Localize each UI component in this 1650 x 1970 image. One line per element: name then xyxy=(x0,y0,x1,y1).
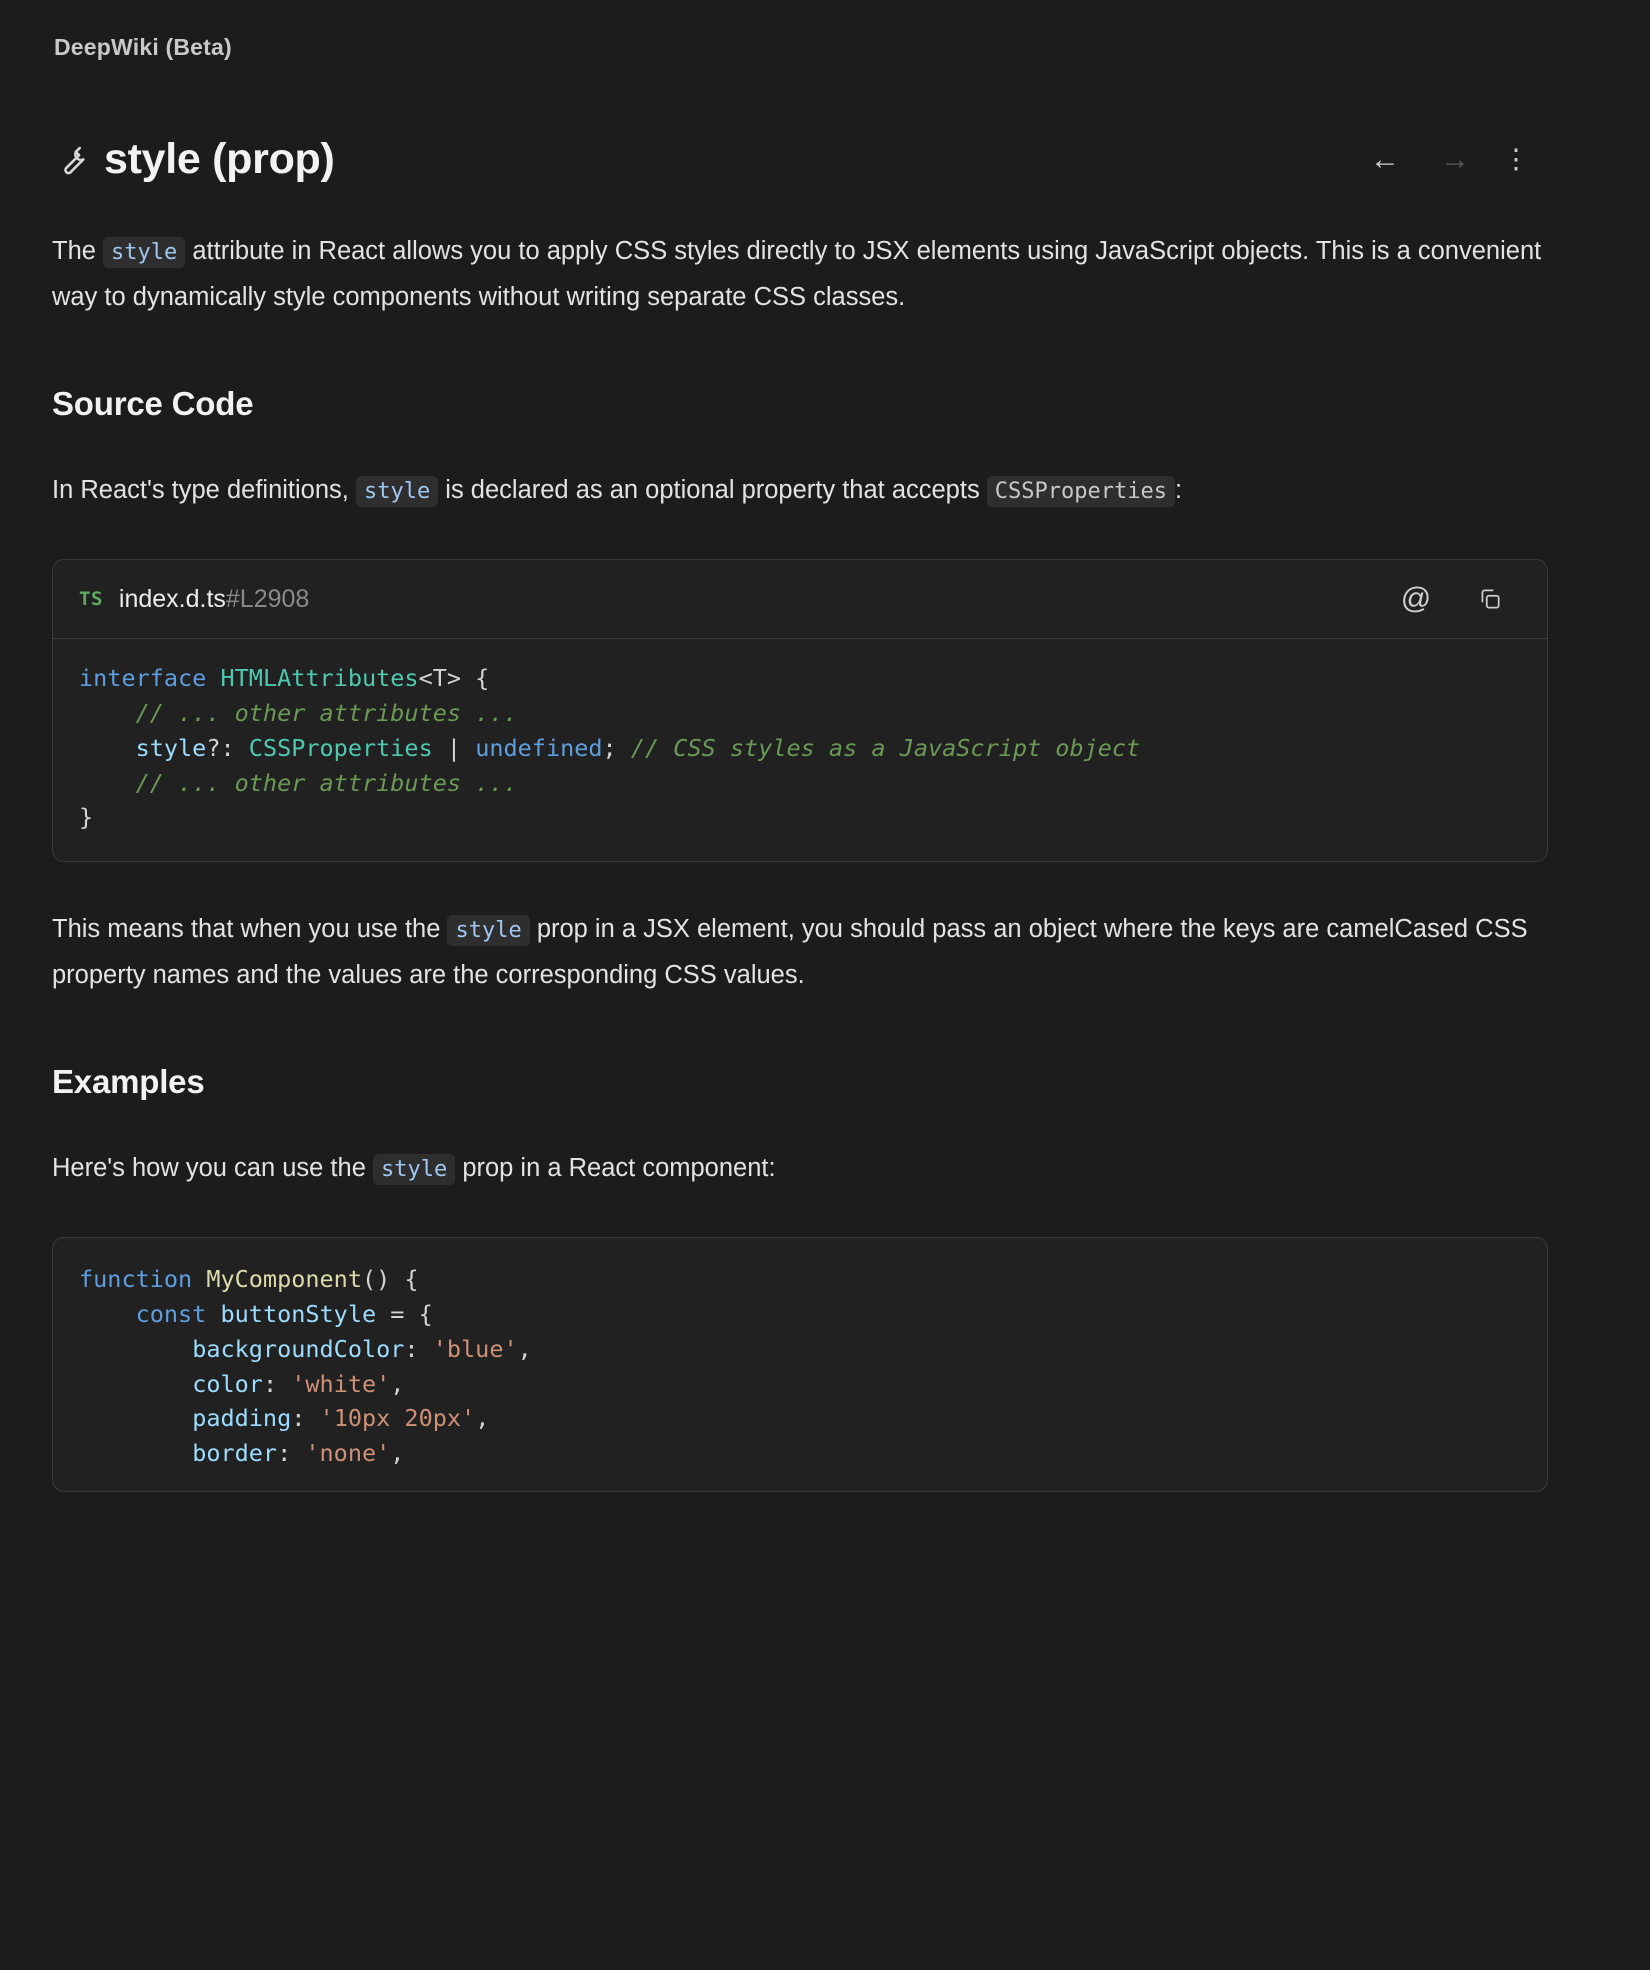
intro-text-b: attribute in React allows you to apply CSS styles directly to JSX elements using JavaScript objects. This is a convenient way to dynamically style components without writing separate CSS classes. xyxy=(52,237,1542,312)
main-content xyxy=(0,135,1600,1492)
wrench-icon xyxy=(52,140,92,180)
after-text-b: prop in a JSX element, you should pass an object where the keys are camelCased CSS property names and the values are the corresponding CSS values. xyxy=(52,915,1528,990)
code-block-header xyxy=(53,560,1547,639)
intro-paragraph xyxy=(52,228,1548,321)
code-block-card xyxy=(52,559,1548,862)
inline-code-cssproperties: CSSProperties xyxy=(987,476,1175,507)
inline-code-style: style xyxy=(103,237,185,268)
back-button[interactable]: ← xyxy=(1370,142,1400,176)
page-header xyxy=(52,135,1548,184)
code-header-actions xyxy=(1399,582,1521,616)
source-code-lead xyxy=(52,467,1548,513)
mention-icon[interactable]: @ xyxy=(1400,582,1432,616)
more-menu-button[interactable]: ⋮ xyxy=(1508,143,1524,177)
inline-code-style-3: style xyxy=(447,915,529,946)
page-title: style (prop) xyxy=(104,135,335,183)
forward-button[interactable]: → xyxy=(1440,142,1470,176)
source-lead-b: is declared as an optional property that accepts xyxy=(445,475,980,504)
source-lead-c: : xyxy=(1174,475,1183,504)
inline-code-style-4: style xyxy=(373,1154,455,1185)
after-text-a: This means that when you use the xyxy=(52,915,441,944)
copy-icon[interactable] xyxy=(1473,582,1507,616)
intro-text-a: The xyxy=(52,237,96,265)
code-file-anchor: #L2908 xyxy=(225,584,310,613)
inline-code-style-2: style xyxy=(356,476,438,507)
source-code-after xyxy=(52,906,1548,999)
section-heading-examples: Examples xyxy=(52,1062,205,1100)
examples-lead-b: prop in a React component: xyxy=(462,1153,776,1182)
source-lead-a: In React's type definitions, xyxy=(52,475,349,504)
code-file-name: index.d.ts xyxy=(118,584,226,613)
header-actions xyxy=(1368,143,1538,177)
example-code-block: function MyComponent() { const buttonStyle = { backgroundColor: 'blue', color: 'white', padding: '10px 20px', border: 'none', xyxy=(52,1237,1548,1492)
brand-title: DeepWiki (Beta) xyxy=(54,34,232,60)
section-heading-source-code: Source Code xyxy=(52,384,254,422)
examples-lead-a: Here's how you can use the xyxy=(52,1153,366,1182)
typescript-badge: TS xyxy=(79,588,103,611)
code-block-body: interface HTMLAttributes<T> { // ... other attributes ... style?: CSSProperties | undefined; // CSS styles as a JavaScript object // ... other attributes ... } xyxy=(79,664,1141,832)
examples-lead xyxy=(52,1145,1548,1191)
